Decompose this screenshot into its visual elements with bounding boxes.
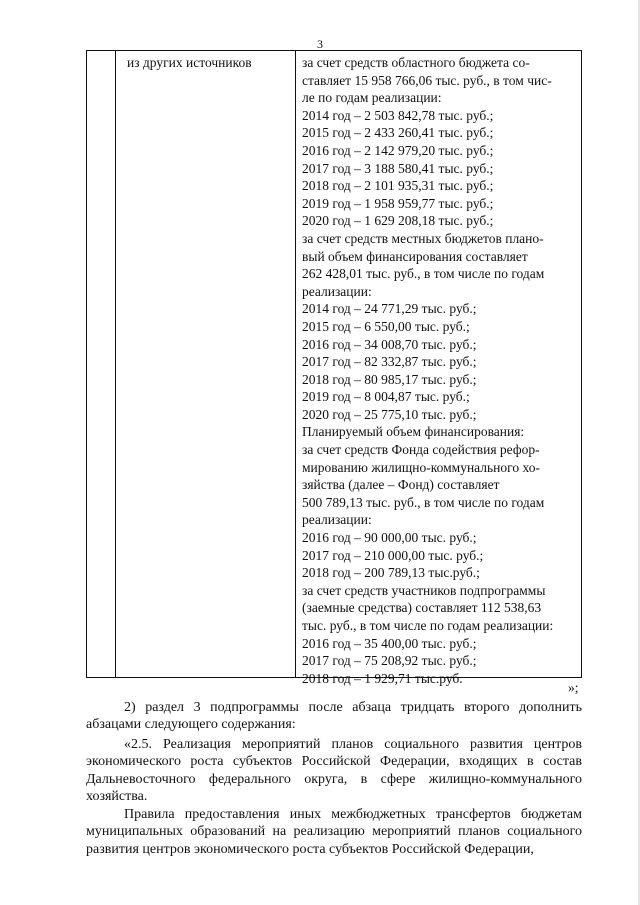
table-value-line: 2016 год – 2 142 979,20 тыс. руб.; [302, 142, 494, 158]
table-value-line: Планируемый объем финансирования: [302, 424, 525, 440]
table-value-line: тыс. руб., в том числе по годам реализации: [302, 618, 554, 633]
table-value-line: 2018 год – 200 789,13 тыс.руб.; [302, 565, 480, 581]
table-value-line: 2014 год – 2 503 842,78 тыс. руб.; [302, 107, 494, 123]
table-value-line: ставляет 15 958 766,06 тыс. руб., в том чис- [302, 72, 552, 88]
table-value-line: 2016 год – 35 400,00 тыс. руб.; [302, 635, 477, 651]
table-value-line: 2017 год – 82 332,87 тыс. руб.; [302, 354, 477, 370]
table-value-line: 2019 год – 8 004,87 тыс. руб.; [302, 389, 470, 405]
table-value-line: 2020 год – 25 775,10 тыс. руб.; [302, 406, 477, 422]
paragraph-text: «2.5. Реализация мероприятий планов социального развития центров экономического роста субъектов Российской Федерации, входящих в состав Дальневосточного федерального округа, в сфере жилищно-коммунального хозяйства. [86, 737, 582, 804]
table-value-line: за счет средств областного бюджета со- [302, 55, 530, 70]
table-value-line: зяйства (далее – Фонд) составляет [302, 477, 500, 493]
table-value-line: 2015 год – 6 550,00 тыс. руб.; [302, 318, 470, 334]
table-value-line: реализации: [302, 512, 372, 528]
paragraph-section-heading [86, 736, 582, 805]
table-value-line: (заемные средства) составляет 112 538,63 [302, 600, 542, 616]
table-value-line: 2018 год – 2 101 935,31 тыс. руб.; [302, 178, 494, 194]
table-value-line: 2016 год – 90 000,00 тыс. руб.; [302, 530, 477, 546]
table-value-line: 2017 год – 3 188 580,41 тыс. руб.; [302, 160, 494, 176]
table-value-line: за счет средств участников подпрограммы [302, 582, 546, 598]
table-value-line: 2018 год – 1 929,71 тыс.руб. [302, 670, 463, 686]
table-value-cell [302, 54, 580, 687]
table-value-line: за счет средств местных бюджетов плано- [302, 230, 544, 246]
table-value-line: ле по годам реализации: [302, 90, 442, 106]
paragraph-amendment [86, 699, 582, 734]
paragraph-text: 2) раздел 3 подпрограммы после абзаца тридцать второго дополнить абзацами следующего содержания: [86, 700, 582, 733]
table-value-line: 2017 год – 75 208,92 тыс. руб.; [302, 653, 477, 669]
table-value-line: 2020 год – 1 629 208,18 тыс. руб.; [302, 213, 494, 229]
table-value-line: реализации: [302, 283, 372, 299]
table-value-line: за счет средств Фонда содействия рефор- [302, 442, 540, 458]
table-value-line: 2014 год – 24 771,29 тыс. руб.; [302, 301, 477, 317]
table-value-line: 500 789,13 тыс. руб., в том числе по годам [302, 494, 545, 510]
table-value-line: 2015 год – 2 433 260,41 тыс. руб.; [302, 125, 494, 141]
closing-quote: »; [568, 680, 579, 695]
table-value-line: мированию жилищно-коммунального хо- [302, 459, 540, 475]
table-row-label: из других источников [127, 55, 252, 70]
table-value-line: 2018 год – 80 985,17 тыс. руб.; [302, 371, 477, 387]
table-value-line: 2017 год – 210 000,00 тыс. руб.; [302, 547, 484, 563]
paragraph-rules [86, 806, 582, 858]
page-number: 3 [317, 37, 323, 51]
table-column-divider [115, 51, 116, 677]
table-value-line: 2019 год – 1 958 959,77 тыс. руб.; [302, 195, 494, 211]
paragraph-text: Правила предоставления иных межбюджетных трансфертов бюджетам муниципальных образований на реализацию мероприятий планов социального развития центров экономического роста субъектов Российской Федерации, [86, 807, 582, 857]
table-value-line: 2016 год – 34 008,70 тыс. руб.; [302, 336, 477, 352]
table-value-line: 262 428,01 тыс. руб., в том числе по годам [302, 266, 545, 282]
table-value-line: вый объем финансирования составляет [302, 248, 528, 264]
financing-table [86, 50, 582, 686]
table-column-divider [295, 51, 296, 677]
